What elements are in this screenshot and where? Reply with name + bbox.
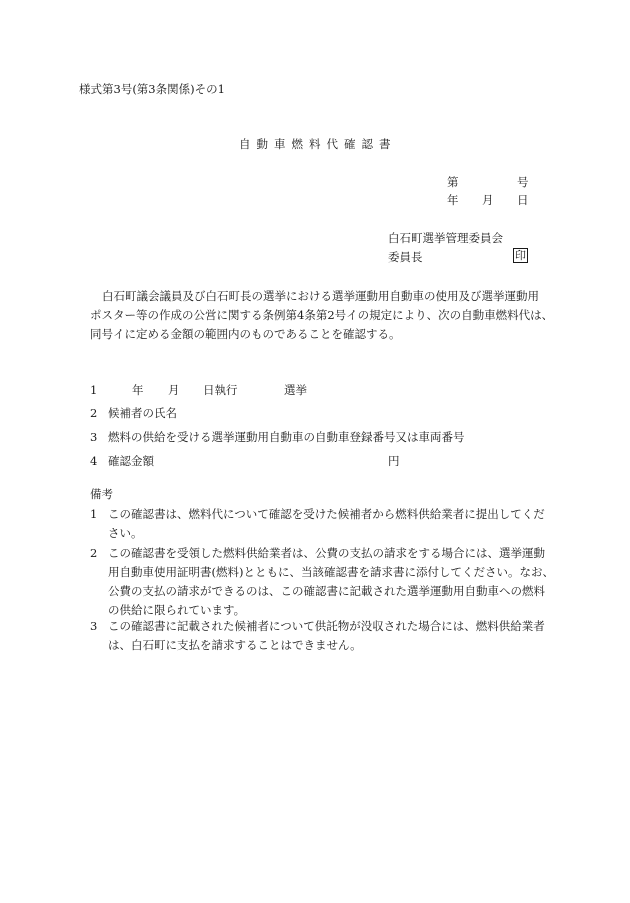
note-line: 用自動車使用証明書(燃料)とともに、当該確認書を請求書に添付してください。なお、 bbox=[108, 565, 554, 579]
note-number: 2 bbox=[90, 546, 98, 560]
statement-line: 同号イに定める金額の範囲内のものであることを確認する。 bbox=[90, 327, 401, 341]
note-item bbox=[90, 505, 560, 543]
election-year-label: 年 bbox=[132, 383, 144, 397]
confirmation-statement bbox=[90, 287, 560, 344]
item-number: 4 bbox=[90, 454, 98, 468]
form-number: 様式第3号(第3条関係)その1 bbox=[79, 82, 225, 96]
document-title: 自動車燃料代確認書 bbox=[239, 137, 397, 151]
election-name-label: 選挙 bbox=[284, 383, 307, 397]
number-suffix: 号 bbox=[517, 175, 529, 189]
seal-mark: 印 bbox=[515, 249, 526, 262]
item-vehicle-number bbox=[90, 432, 560, 446]
note-item bbox=[90, 617, 560, 655]
item-number: 2 bbox=[90, 406, 98, 420]
date-day-label: 日 bbox=[517, 193, 529, 207]
election-day-label: 日執行 bbox=[203, 383, 238, 397]
statement-line: 白石町議会議員及び白石町長の選挙における選挙運動用自動車の使用及び選挙運動用 bbox=[102, 289, 539, 303]
note-text bbox=[108, 617, 560, 655]
note-line: この確認書を受領した燃料供給業者は、公費の支払の請求をする場合には、選挙運動 bbox=[108, 546, 545, 560]
issuer-title: 委員長 bbox=[388, 250, 423, 264]
item-confirmed-amount bbox=[90, 456, 410, 470]
item-election bbox=[90, 385, 390, 399]
item-label: 燃料の供給を受ける選挙運動用自動車の自動車登録番号又は車両番号 bbox=[108, 430, 465, 444]
note-text bbox=[108, 544, 560, 620]
note-line: この確認書は、燃料代について確認を受けた候補者から燃料供給業者に提出してくだ bbox=[108, 507, 545, 521]
item-candidate-name bbox=[90, 408, 390, 422]
date-year-label: 年 bbox=[447, 193, 459, 207]
item-number: 1 bbox=[90, 383, 98, 397]
note-line: さい。 bbox=[108, 526, 143, 540]
notes-heading: 備考 bbox=[90, 487, 113, 501]
note-line: 公費の支払の請求ができるのは、この確認書に記載された選挙運動用自動車への燃料 bbox=[108, 584, 545, 598]
item-label: 候補者の氏名 bbox=[108, 406, 177, 420]
item-label: 確認金額 bbox=[108, 454, 154, 468]
note-line: の供給に限られています。 bbox=[108, 603, 246, 617]
note-text bbox=[108, 505, 560, 543]
note-number: 1 bbox=[90, 507, 98, 521]
note-line: この確認書に記載された候補者について供託物が没収された場合には、燃料供給業者 bbox=[108, 619, 545, 633]
issuer-organization: 白石町選挙管理委員会 bbox=[388, 231, 503, 245]
number-prefix: 第 bbox=[447, 175, 459, 189]
note-item bbox=[90, 544, 560, 620]
currency-unit: 円 bbox=[388, 454, 400, 468]
note-number: 3 bbox=[90, 619, 98, 633]
statement-line: ポスター等の作成の公営に関する条例第4条第2号イの規定により、次の自動車燃料代は、 bbox=[90, 308, 554, 322]
note-line: は、白石町に支払を請求することはできません。 bbox=[108, 638, 362, 652]
election-month-label: 月 bbox=[168, 383, 180, 397]
date-month-label: 月 bbox=[482, 193, 494, 207]
item-number: 3 bbox=[90, 430, 98, 444]
